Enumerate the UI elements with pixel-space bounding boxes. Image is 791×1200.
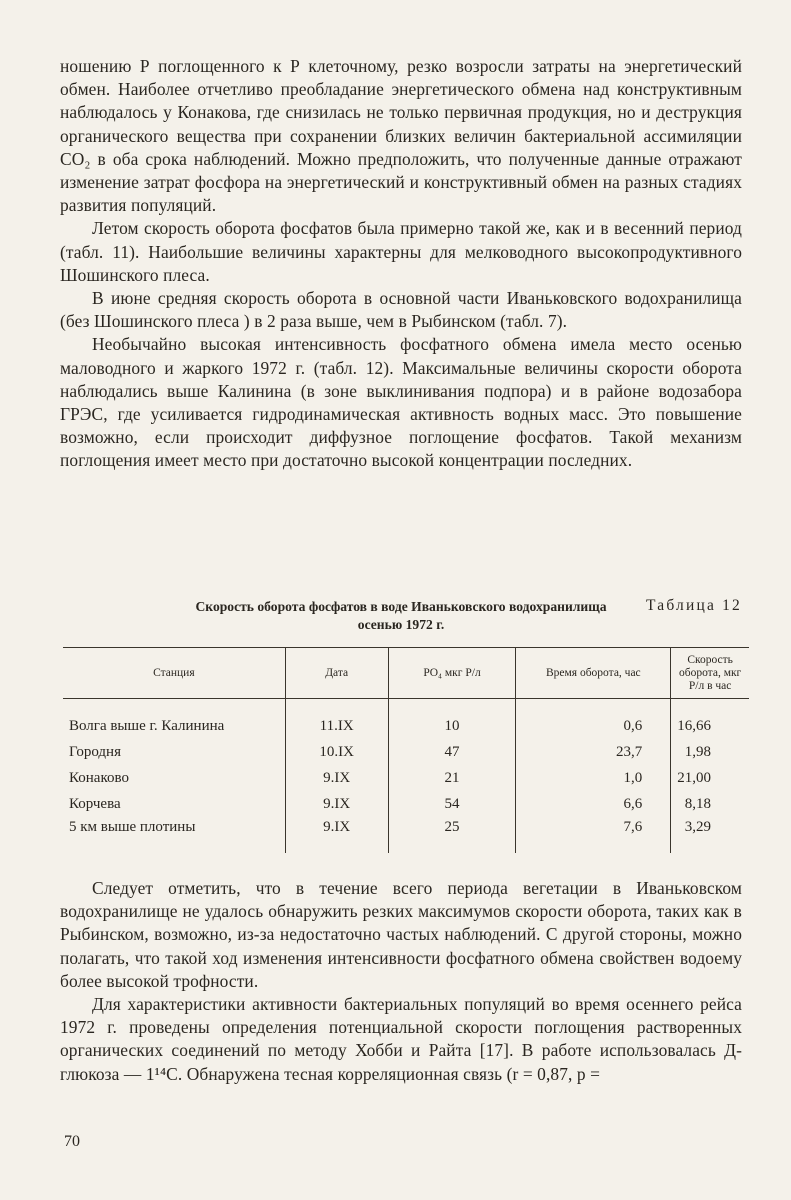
cell-speed: 16,66 — [671, 713, 749, 739]
header-time: Время оборота, час — [516, 648, 671, 699]
table-title — [60, 598, 742, 634]
cell-date: 9.IX — [285, 765, 388, 791]
paragraph-continued: ношению Р поглощенного к Р клеточному, резко возросли затраты на энергетический обмен. Наиболее отчетливо преобладание энергетического обмена над конструктивным наблюдалось у Конакова, где снизилась не только первичная продукция, но и деструкция органического вещества при сохранении близких величин бактериальной ассимиляции CO₂ в оба срока наблюдений. Можно предположить, что полученные данные отражают изменение затрат фосфора на энергетический и конструктивный обмен на разных стадиях развития популяций. — [60, 56, 742, 216]
cell-time: 1,0 — [516, 765, 671, 791]
cell-speed: 21,00 — [671, 765, 749, 791]
cell-station: Корчева — [69, 795, 121, 812]
cell-station: Волга выше г. Калинина — [69, 717, 225, 734]
paragraph-autumn: Необычайно высокая интенсивность фосфатного обмена имела место осенью маловодного и жаркого 1972 г. (табл. 12). Максимальные величины скорости оборота наблюдались выше Калинина (в зоне выклинивания подпора) и в районе водозабора ГРЭС, где усиливается гидродинамическая активность водных масс. Это повышение возможно, если происходит диффузное поглощение фосфатов. Такой механизм поглощения имеет место при достаточно высокой концентрации последних. — [60, 334, 742, 471]
header-speed: Скорость оборота, мкг Р/л в час — [671, 648, 749, 699]
bottom-text-block — [60, 877, 742, 1086]
cell-time: 6,6 — [516, 791, 671, 817]
cell-date: 11.IX — [285, 713, 388, 739]
cell-speed: 8,18 — [671, 791, 749, 817]
cell-po4: 21 — [388, 765, 516, 791]
cell-station: Конаково — [69, 769, 129, 786]
cell-po4: 47 — [388, 739, 516, 765]
paragraph-june: В июне средняя скорость оборота в основной части Иваньковского водохранилища (без Шошинского плеса ) в 2 раза выше, чем в Рыбинском (табл. 7). — [60, 288, 742, 332]
paragraph-vegetation: Следует отметить, что в течение всего периода вегетации в Иваньковском водохранилище не удалось обнаружить резких максимумов скорости оборота, таких как в Рыбинском, возможно, из-за недостаточно частых наблюдений. С другой стороны, можно полагать, что такой ход изменения интенсивности фосфатного обмена свойствен водоему более высокой трофности. — [60, 878, 742, 991]
cell-time: 7,6 — [516, 817, 671, 853]
table-header-row — [63, 648, 749, 699]
cell-date: 9.IX — [285, 817, 388, 853]
page-number: 70 — [64, 1133, 80, 1150]
cell-date: 9.IX — [285, 791, 388, 817]
cell-station: 5 км выше плотины — [69, 819, 196, 835]
header-date: Дата — [285, 648, 388, 699]
cell-date: 10.IX — [285, 739, 388, 765]
header-station: Станция — [63, 648, 285, 699]
table-title-line1: Скорость оборота фосфатов в воде Иваньковского водохранилища — [195, 599, 607, 614]
cell-po4: 54 — [388, 791, 516, 817]
table-title-line2: осенью 1972 г. — [357, 617, 445, 632]
cell-speed: 3,29 — [671, 817, 749, 853]
cell-time: 0,6 — [516, 713, 671, 739]
table-spacer-row — [63, 699, 749, 714]
phosphate-turnover-table — [63, 647, 749, 853]
cell-station: Городня — [69, 743, 121, 760]
paragraph-summer: Летом скорость оборота фосфатов была примерно такой же, как и в весенний период (табл. 11). Наибольшие величины характерны для мелководного высокопродуктивного Шошинского плеса. — [60, 218, 742, 285]
table-row — [63, 817, 749, 853]
cell-po4: 10 — [388, 713, 516, 739]
header-po4: PO₄ мкг Р/л — [388, 648, 516, 699]
paragraph-bacterial: Для характеристики активности бактериальных популяций во время осеннего рейса 1972 г. проведены определения потенциальной скорости поглощения растворенных органических соединений по методу Хобби и Райта [17]. В работе использовалась Д-глюкоза — 1¹⁴С. Обнаружена тесная корреляционная связь (r = 0,87, p = — [60, 994, 742, 1084]
table-row — [63, 765, 749, 791]
table-row — [63, 739, 749, 765]
table-row — [63, 713, 749, 739]
cell-speed: 1,98 — [671, 739, 749, 765]
cell-po4: 25 — [388, 817, 516, 853]
cell-time: 23,7 — [516, 739, 671, 765]
table-number: Таблица 12 — [645, 597, 742, 614]
table-row — [63, 791, 749, 817]
top-text-block — [60, 55, 742, 473]
